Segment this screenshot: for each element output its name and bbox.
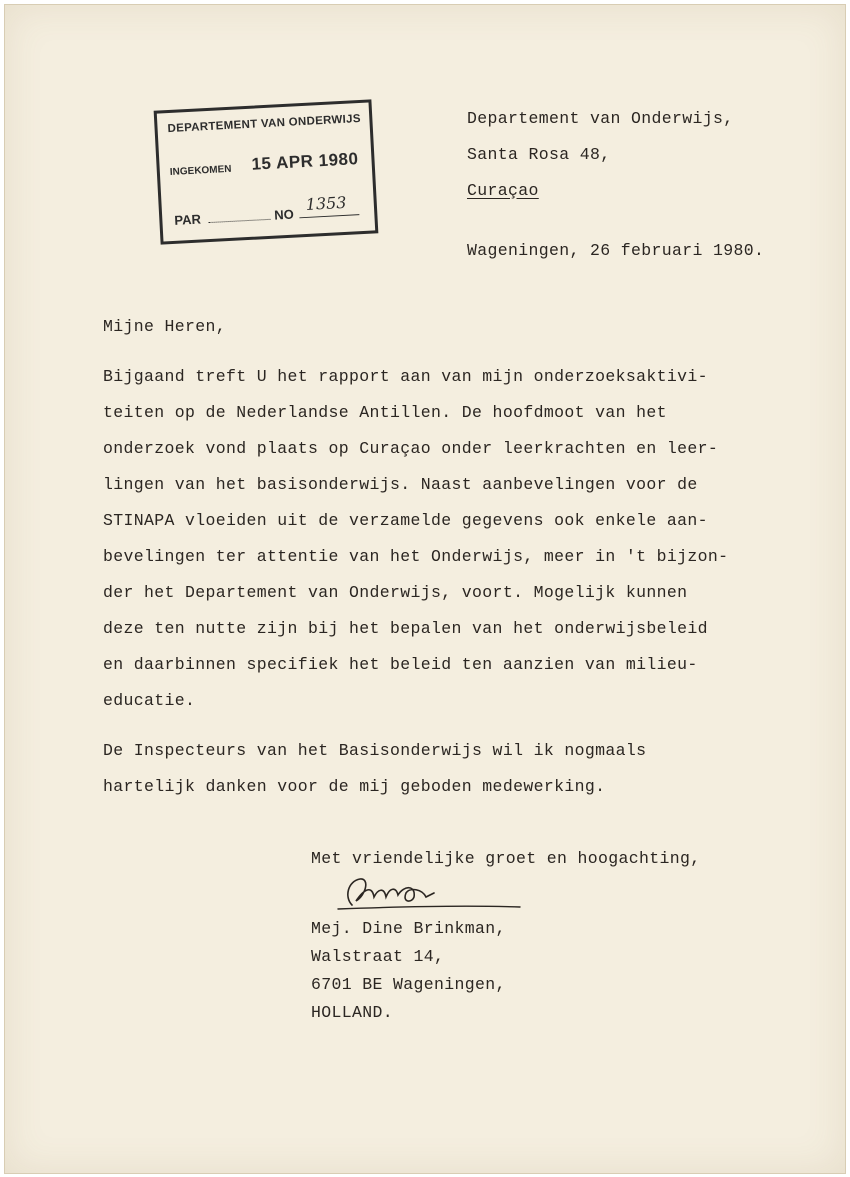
- sender-country: HOLLAND.: [311, 1003, 394, 1022]
- address-line-2: Santa Rosa 48,: [467, 145, 611, 164]
- paragraph-line: educatie.: [103, 691, 196, 710]
- paragraph-line: lingen van het basisonderwijs. Naast aanbevelingen voor de: [103, 475, 698, 494]
- paragraph-line: De Inspecteurs van het Basisonderwijs wil ik nogmaals: [103, 741, 647, 760]
- paragraph-line: STINAPA vloeiden uit de verzamelde gegevens ook enkele aan-: [103, 511, 708, 530]
- stamp-par-line: [209, 219, 271, 223]
- letter-page: [4, 4, 846, 1174]
- salutation: Mijne Heren,: [103, 317, 227, 336]
- handwritten-signature: [330, 867, 525, 917]
- paragraph-line: hartelijk danken voor de mij geboden medewerking.: [103, 777, 606, 796]
- address-line-1: Departement van Onderwijs,: [467, 109, 734, 128]
- paragraph-line: der het Departement van Onderwijs, voort. Mogelijk kunnen: [103, 583, 688, 602]
- sender-name: Mej. Dine Brinkman,: [311, 919, 506, 938]
- sender-city: 6701 BE Wageningen,: [311, 975, 506, 994]
- received-stamp: [154, 99, 379, 244]
- stamp-date: 15 APR 1980: [251, 149, 359, 174]
- stamp-no-line: [299, 214, 359, 218]
- paragraph-line: teiten op de Nederlandse Antillen. De hoofdmoot van het: [103, 403, 667, 422]
- stamp-no-label: NO: [273, 206, 295, 223]
- paragraph-line: en daarbinnen specifiek het beleid ten aanzien van milieu-: [103, 655, 698, 674]
- date-line: Wageningen, 26 februari 1980.: [467, 241, 765, 260]
- paragraph-line: Bijgaand treft U het rapport aan van mijn onderzoeksaktivi-: [103, 367, 708, 386]
- stamp-received-label: INGEKOMEN: [169, 163, 232, 179]
- stamp-title: DEPARTEMENT VAN ONDERWIJS: [167, 112, 362, 136]
- paragraph-line: deze ten nutte zijn bij het bepalen van het onderwijsbeleid: [103, 619, 708, 638]
- closing: Met vriendelijke groet en hoogachting,: [311, 849, 701, 868]
- stamp-par-label: PAR: [174, 211, 202, 228]
- address-line-3: Curaçao: [467, 181, 539, 200]
- paragraph-line: onderzoek vond plaats op Curaçao onder leerkrachten en leer-: [103, 439, 719, 458]
- sender-street: Walstraat 14,: [311, 947, 445, 966]
- stamp-number: 1353: [305, 192, 347, 214]
- paragraph-line: bevelingen ter attentie van het Onderwijs, meer in 't bijzon-: [103, 547, 729, 566]
